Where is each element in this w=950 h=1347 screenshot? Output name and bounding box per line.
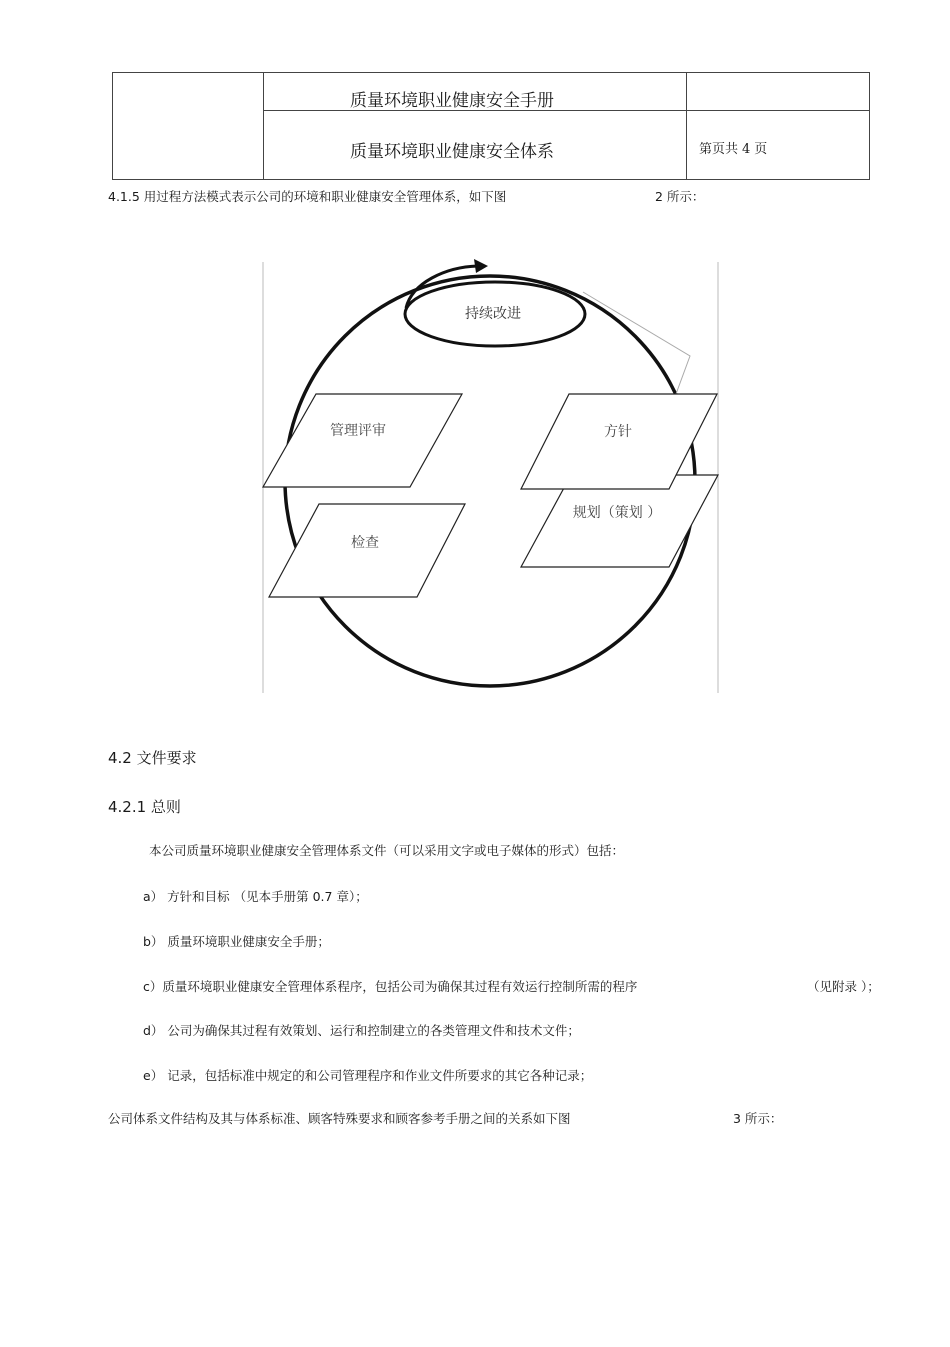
list-item bbox=[143, 1021, 580, 1039]
manual-title: 质量环境职业健康安全手册 bbox=[350, 91, 554, 111]
continuous-improvement-label: 持续改进 bbox=[465, 306, 521, 322]
list-item-tail: （见附录 ）； bbox=[807, 979, 880, 994]
closing-text: 公司体系文件结构及其与体系标准、顾客特殊要求和顾客参考手册之间的关系如下图 bbox=[108, 1111, 571, 1126]
list-item bbox=[143, 1066, 592, 1084]
closing-figref: 3 所示： bbox=[733, 1111, 783, 1126]
list-item bbox=[143, 977, 637, 995]
page-total: 4 bbox=[742, 142, 751, 157]
list-item-text: 方针和目标 （见本手册第 0.7 章）； bbox=[167, 889, 368, 904]
list-item bbox=[143, 932, 330, 950]
list-item-label: d） bbox=[143, 1023, 164, 1038]
management-review-node bbox=[263, 394, 462, 487]
section-intro: 本公司质量环境职业健康安全管理体系文件（可以采用文字或电子媒体的形式）包括： bbox=[149, 843, 625, 858]
section-4-2-heading: 4.2 文件要求 bbox=[108, 749, 197, 767]
list-item bbox=[143, 887, 368, 905]
section-4-2-1-heading: 4.2.1 总则 bbox=[108, 798, 181, 816]
continuous-improvement-node bbox=[405, 282, 585, 346]
planning-label: 规划（策划 ） bbox=[572, 505, 662, 521]
check-label: 检查 bbox=[351, 535, 379, 551]
list-item-text: 质量环境职业健康安全管理体系程序，包括公司为确保其过程有效运行控制所需的程序 bbox=[162, 979, 638, 994]
list-item-text: 质量环境职业健康安全手册； bbox=[167, 934, 330, 949]
system-title: 质量环境职业健康安全体系 bbox=[350, 142, 554, 162]
list-item-label: b） bbox=[143, 934, 164, 949]
list-item-label: e） bbox=[143, 1068, 164, 1083]
arrow-head-icon bbox=[474, 259, 488, 273]
page-prefix: 第页共 bbox=[699, 142, 739, 157]
section-4-1-5-text: 4.1.5 用过程方法模式表示公司的环境和职业健康安全管理体系，如下图 bbox=[108, 189, 507, 204]
check-node bbox=[269, 504, 465, 597]
policy-label: 方针 bbox=[604, 424, 632, 440]
page-suffix: 页 bbox=[754, 142, 768, 157]
list-item-text: 记录，包括标准中规定的和公司管理程序和作业文件所要求的其它各种记录； bbox=[167, 1068, 593, 1083]
list-item-label: a） bbox=[143, 889, 164, 904]
list-item-text: 公司为确保其过程有效策划、运行和控制建立的各类管理文件和技术文件； bbox=[167, 1023, 580, 1038]
management-review-label: 管理评审 bbox=[330, 423, 386, 439]
section-4-1-5-figref: 2 所示： bbox=[655, 189, 705, 204]
list-item-label: c） bbox=[143, 979, 163, 994]
